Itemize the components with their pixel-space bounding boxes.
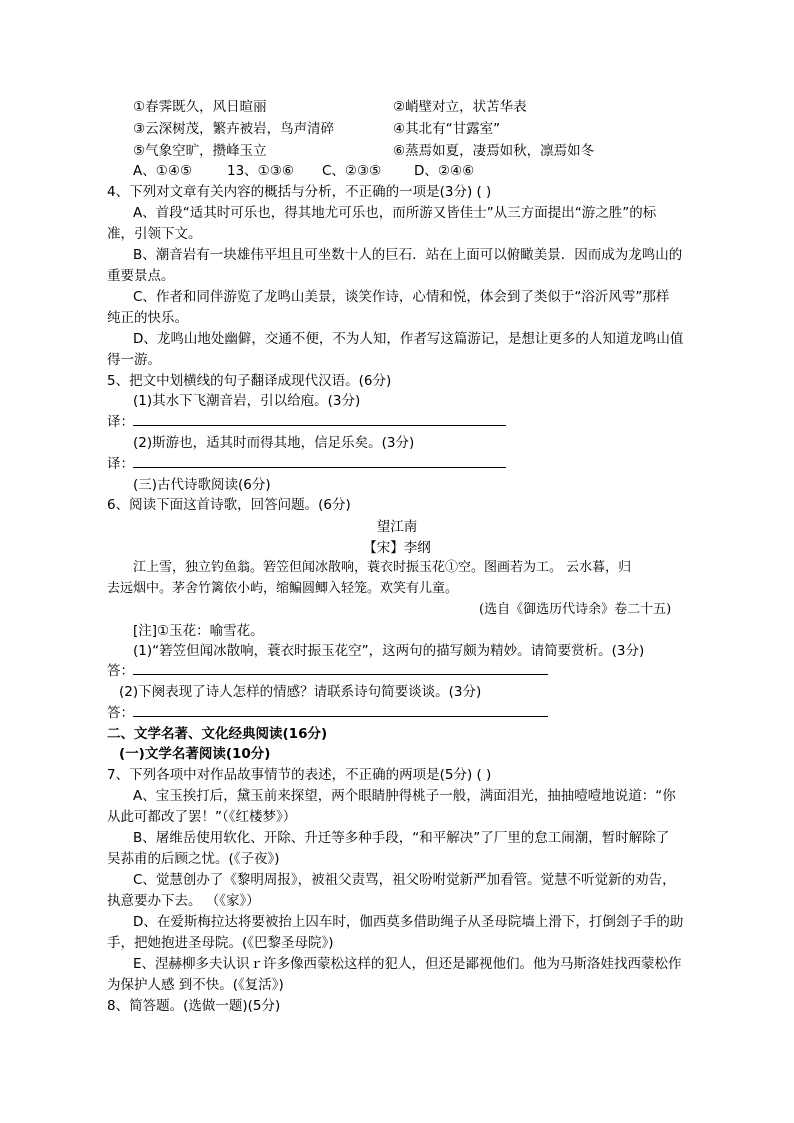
q7-a-line2: 从此可都改了罢！”（《红楼梦》）: [107, 809, 297, 825]
section-ancient-poetry: (三)古代诗歌阅读(6分): [133, 477, 271, 493]
q4-d-line2: 得一游。: [107, 352, 161, 368]
q4-stem: 4、下列对文章有关内容的概括与分析，不正确的一项是(3分) ( ): [107, 184, 492, 200]
q3-choice-b: 13、①③⑥: [227, 163, 294, 179]
q4-a-line1: A、首段“适其时可乐也，得其地尤可乐也，而所游又皆佳士”从三方面提出“游之胜”的标: [133, 205, 657, 221]
q3-choice-d: D、②④⑥: [414, 163, 475, 179]
q5-answer-label-1: 译：: [107, 414, 134, 430]
q3-option-2: ②峭壁对立，状苫华表: [393, 99, 527, 115]
q7-e-line1: E、涅赫柳多夫认识ｒ许多像西蒙松这样的犯人，但还是鄙视他们。他为马斯洛娃找西蒙松作: [133, 956, 682, 972]
q7-c-line1: C、觉慧创办了《黎明周报》，被祖父责骂，祖父吩咐觉新严加看管。觉慧不听觉新的劝告，: [133, 872, 676, 888]
q3-option-1: ①春霁既久，风日暄丽: [133, 99, 267, 115]
q7-a-line1: A、宝玉挨打后，黛玉前来探望，两个眼睛肿得桃子一般，满面泪光，抽抽噎噎地说道：“你: [133, 788, 676, 804]
q4-c-line2: 纯正的快乐。: [107, 310, 188, 326]
poem-note: [注]①玉花：喻雪花。: [133, 623, 264, 639]
q6-stem: 6、阅读下面这首诗歌，回答问题。(6分): [107, 497, 351, 513]
q3-choice-c: C、②③⑤: [322, 163, 382, 179]
q7-b-line2: 吴荪甫的后顾之忧。(《子夜》): [107, 851, 280, 867]
q8-stem: 8、简答题。(选做一题)(5分): [107, 998, 281, 1014]
poem-title: 望江南: [376, 519, 418, 535]
q3-option-6: ⑥蒸焉如夏，凄焉如秋，凛焉如冬: [393, 143, 595, 159]
section-masterpieces: (一)文学名著阅读(10分): [119, 746, 271, 762]
q7-d-line1: D、在爱斯梅拉达将要被抬上囚车时，伽西莫多借助绳子从圣母院墙上滑下，打倒刽子手的助: [133, 914, 684, 930]
q6-sub2: (2)下阕表现了诗人怎样的情感？请联系诗句简要谈谈。(3分): [119, 684, 482, 700]
q3-choice-a: A、①④⑤: [133, 163, 193, 179]
q7-stem: 7、下列各项中对作品故事情节的表述，不正确的两项是(5分) ( ): [107, 767, 492, 783]
q6-sub1: (1)“箬笠但闻冰散响，蓑衣时振玉花空”，这两句的描写颇为精妙。请简要赏析。(3分): [133, 643, 645, 659]
q6-answer-line-2[interactable]: [133, 716, 548, 717]
poem-line2: 去远烟中。茅舍竹篱依小屿，缩鳊圆鲫入轻笼。欢笑有儿童。: [107, 581, 459, 596]
poem-author: 【宋】李纲: [363, 540, 431, 556]
q4-d-line1: D、龙鸣山地处幽僻，交通不便，不为人知，作者写这篇游记，是想让更多的人知道龙鸣山值: [133, 331, 684, 347]
q5-sub1: (1)其水下飞潮音岩，引以给庖。(3分): [133, 393, 361, 409]
q6-answer-label-1: 答：: [107, 663, 134, 679]
q6-answer-label-2: 答：: [107, 705, 134, 721]
q4-c-line1: C、作者和同伴游览了龙鸣山美景，谈笑作诗，心情和悦，体会到了类似于“浴沂风雩”那样: [133, 289, 670, 305]
q6-answer-line-1[interactable]: [133, 674, 548, 675]
q3-option-4: ④其北有“甘露室”: [393, 121, 501, 137]
q5-stem: 5、把文中划横线的句子翻译成现代汉语。(6分): [107, 373, 392, 389]
poem-source: (选自《御选历代诗余》卷二十五): [479, 602, 672, 617]
q7-d-line2: 手，把她抱进圣母院。(《巴黎圣母院》): [107, 935, 334, 951]
q7-e-line2: 为保护人感 到不快。(《复活》): [107, 977, 284, 993]
q5-sub2: (2)斯游也，适其时而得其地，信足乐矣。(3分): [133, 435, 415, 451]
q7-c-line2: 执意要办下去。 （《家》）: [107, 893, 260, 909]
q4-b-line1: B、潮音岩有一块雄伟平坦且可坐数十人的巨石．站在上面可以俯瞰美景．因而成为龙鸣山的: [133, 247, 683, 263]
q5-answer-line-2[interactable]: [133, 467, 506, 468]
part-two-title: 二、文学名著、文化经典阅读(16分): [107, 726, 328, 742]
q4-b-line2: 重要景点。: [107, 268, 175, 284]
q5-answer-label-2: 译：: [107, 456, 134, 472]
q7-b-line1: B、屠维岳使用软化、开除、升迁等多种手段，“和平解决”了厂里的怠工闹潮，暂时解除了: [133, 830, 670, 846]
q3-option-3: ③云深树茂，繁卉被岩，鸟声清碎: [133, 121, 335, 137]
poem-line1: 江上雪，独立钓鱼翁。箬笠但闻冰散响，蓑衣时振玉花①空。图画若为工。 云水暮，归: [133, 560, 632, 575]
q3-option-5: ⑤气象空旷，攒峰玉立: [133, 143, 267, 159]
q5-answer-line-1[interactable]: [133, 425, 506, 426]
q4-a-line2: 准，引领下文。: [107, 226, 202, 242]
